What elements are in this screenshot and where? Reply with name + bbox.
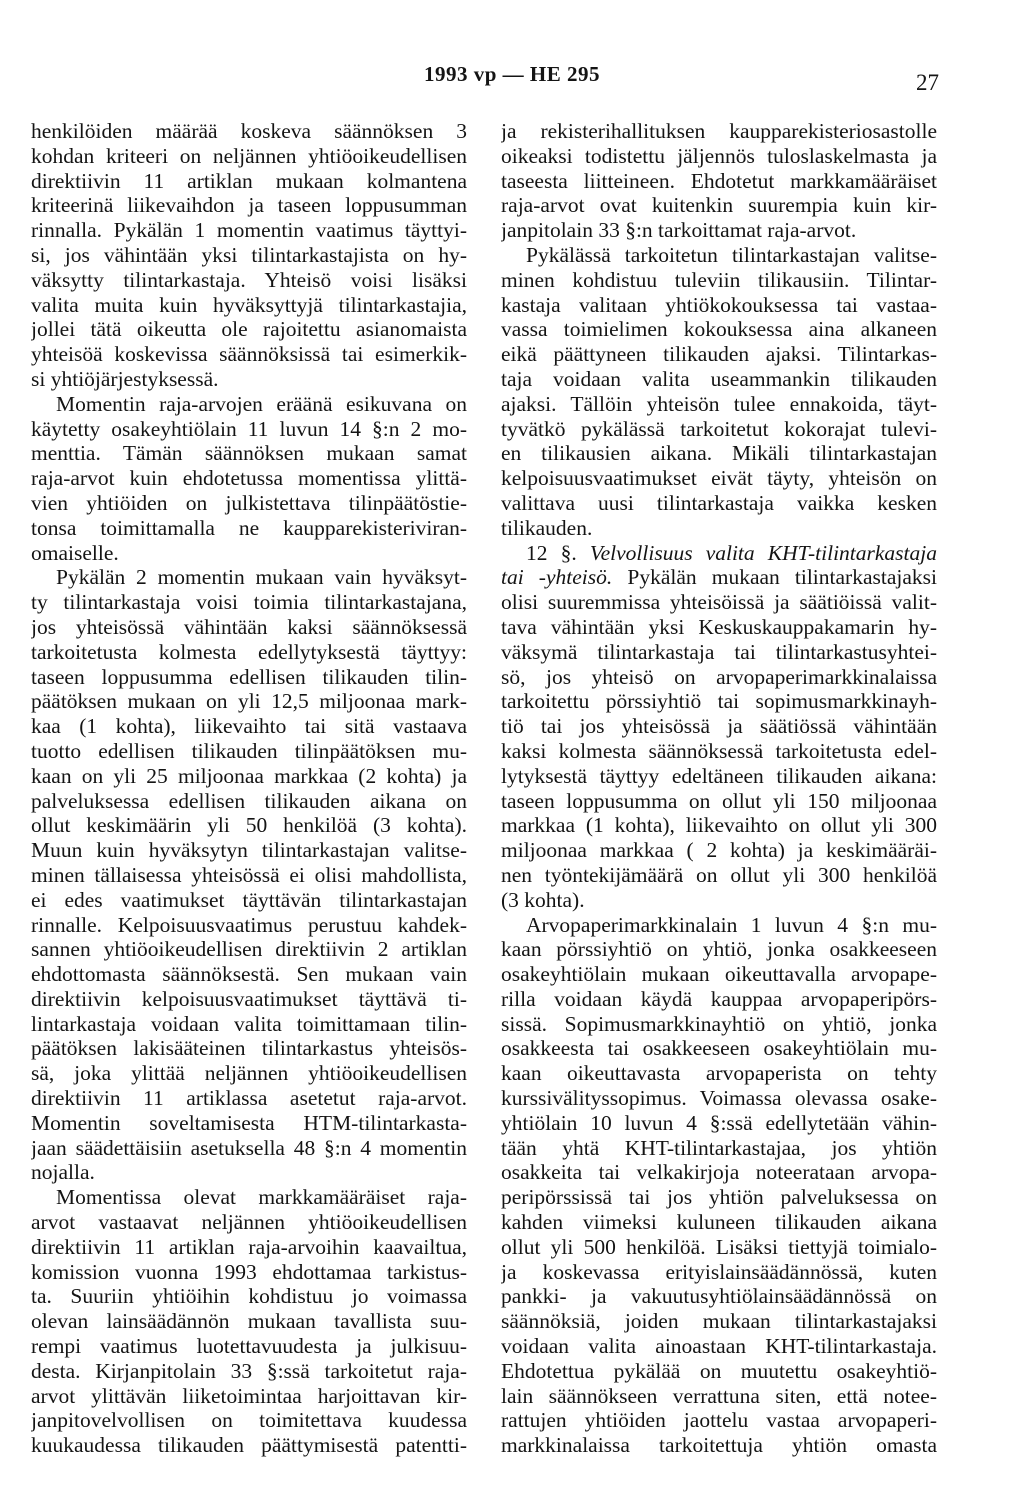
text-line: direktiivin 11 artiklassa asetetut raja-arvot. bbox=[31, 1086, 467, 1111]
text-line: osakkeesta tai osakkeeseen osakeyhtiölain mu- bbox=[501, 1036, 937, 1061]
text-line: ja koskevassa erityislainsäädännössä, kuten bbox=[501, 1259, 937, 1284]
text-line: rattujen yhtiöiden jaottelu vastaa arvopaperi- bbox=[501, 1408, 937, 1433]
text-line: päätöksen mukaan on yli 12,5 miljoonaa mark- bbox=[31, 689, 467, 714]
text-line: tarkoitettu pörssiyhtiö tai sopimusmarkkinayh- bbox=[501, 689, 937, 714]
section-heading: tai -yhteisö. bbox=[501, 565, 613, 590]
text-line: valita muita kuin hyväksyttyjä tilintarkastajia, bbox=[31, 292, 467, 317]
text-line: taja voidaan valita useammankin tilikauden bbox=[501, 366, 937, 391]
text-line: janpitolain 33 §:n tarkoittamat raja-arvot. bbox=[501, 218, 857, 243]
text-line: raja-arvot ovat kuitenkin suurempia kuin kir- bbox=[501, 193, 937, 218]
text-line-content: Pykälän mukaan tilintarkastajaksi bbox=[612, 565, 937, 590]
text-line: olisi suuremmissa yhteisöissä ja säätiöissä valit- bbox=[501, 590, 937, 615]
text-line: yhteisöä koskevissa säännöksissä tai esimerkik- bbox=[31, 342, 467, 367]
text-line: kriteerinä liikevaihdon ja taseen loppusumman bbox=[31, 193, 467, 218]
text-line: eikä päättyneen tilikauden ajaksi. Tilintarkas- bbox=[501, 342, 937, 367]
text-line: desta. Kirjanpitolain 33 §:ssä tarkoitetut raja- bbox=[31, 1358, 467, 1383]
text-line: rinnalla. Pykälän 1 momentin vaatimus täyttyi- bbox=[31, 218, 467, 243]
text-line: lintarkastaja voidaan valita toimittamaan tilin- bbox=[31, 1011, 467, 1036]
text-line: Ehdotettua pykälää on muutettu osakeyhtiö- bbox=[501, 1358, 937, 1383]
text-line: rilla voidaan käydä kauppaa arvopaperipörs- bbox=[501, 986, 937, 1011]
text-line: palveluksessa edellisen tilikauden aikana on bbox=[31, 788, 467, 813]
section-number: 12 §. bbox=[526, 540, 590, 565]
text-line: menttia. Tämän säännöksen mukaan samat bbox=[31, 441, 467, 466]
text-line: nen työntekijämäärä on ollut yli 300 henkilöä bbox=[501, 862, 937, 887]
text-line: oikeaksi todistettu jäljennös tuloslaskelmasta ja bbox=[501, 143, 937, 168]
text-line: ta. Suuriin yhtiöihin kohdistuu jo voimassa bbox=[31, 1284, 467, 1309]
text-line: taseen loppusumma edellisen tilikauden tilin- bbox=[31, 664, 467, 689]
text-line: kuukaudessa tilikauden päättymisestä patentti- bbox=[31, 1433, 467, 1458]
text-line: kohdan kriteeri on neljännen yhtiöoikeudellisen bbox=[31, 143, 467, 168]
text-line: nojalla. bbox=[31, 1160, 95, 1185]
text-line: ehdottomasta säännöksestä. Sen mukaan vain bbox=[31, 962, 467, 987]
text-line: vien yhtiöiden on julkistettava tilinpäätöstie- bbox=[31, 490, 467, 515]
text-line: en tilikausien aikana. Mikäli tilintarkastajan bbox=[501, 441, 937, 466]
text-line: sä, joka ylittää neljännen yhtiöoikeudellisen bbox=[31, 1061, 467, 1086]
page-header bbox=[0, 62, 1024, 95]
text-line: pankki- ja vakuutusyhtiölainsäädännössä on bbox=[501, 1284, 937, 1309]
text-line: tiö tai jos yhteisössä ja säätiössä vähintään bbox=[501, 714, 937, 739]
text-line: ajaksi. Tällöin yhteisön tulee ennakoida, täyt- bbox=[501, 391, 937, 416]
text-line: peripörssissä tai jos yhtiön palveluksessa on bbox=[501, 1185, 937, 1210]
document-reference: 1993 vp — HE 295 bbox=[423, 62, 601, 86]
text-line: Pykälän 2 momentin mukaan vain hyväksyt- bbox=[56, 565, 467, 590]
text-line: arvot vastaavat neljännen yhtiöoikeudellisen bbox=[31, 1210, 467, 1235]
text-line: kastaja valitaan yhtiökokouksessa tai vastaa- bbox=[501, 292, 937, 317]
text-line: kaan on yli 25 miljoonaa markkaa (2 kohta) ja bbox=[31, 763, 467, 788]
text-line: direktiivin 11 artiklan mukaan kolmantena bbox=[31, 168, 467, 193]
text-line: raja-arvot kuin ehdotetussa momentissa ylittä- bbox=[31, 466, 467, 491]
text-line: vassa toimielimen kokouksessa aina alkaneen bbox=[501, 317, 937, 342]
text-line: kelpoisuusvaatimukset eivät täyty, yhteisön on bbox=[501, 466, 937, 491]
text-line: ei edes vaatimukset täyttävän tilintarkastajan bbox=[31, 887, 467, 912]
text-line: Momentin raja-arvojen eräänä esikuvana on bbox=[56, 391, 467, 416]
text-line: arvot ylittävän liiketoimintaa harjoittavan kir- bbox=[31, 1383, 467, 1408]
text-line: minen tällaisessa yhteisössä ei olisi mahdollista, bbox=[31, 862, 467, 887]
text-line: direktiivin kelpoisuusvaatimukset täyttävä ti- bbox=[31, 986, 467, 1011]
section-heading: Velvollisuus valita KHT-tilintarkastaja bbox=[589, 540, 937, 565]
text-line: osakeyhtiölain mukaan oikeuttavalla arvopape- bbox=[501, 962, 937, 987]
text-line: Pykälässä tarkoitetun tilintarkastajan valitse- bbox=[526, 242, 937, 267]
text-line: kaa (1 kohta), liikevaihto tai sitä vastaava bbox=[31, 714, 467, 739]
text-line: miljoonaa markkaa ( 2 kohta) ja keskimääräi- bbox=[501, 838, 937, 863]
text-line: (3 kohta). bbox=[501, 887, 585, 912]
page-number: 27 bbox=[916, 70, 939, 95]
text-line: jaan säädettäisiin asetuksella 48 §:n 4 momentin bbox=[31, 1135, 467, 1160]
text-line: direktiivin 11 artiklan raja-arvoihin kaavailtua, bbox=[31, 1234, 467, 1259]
text-line: tarkoitetusta kolmesta edellytyksestä täyttyy: bbox=[31, 639, 467, 664]
text-line: rempi vaatimus luotettavuudesta ja julkisuu- bbox=[31, 1334, 467, 1359]
text-line: tilikauden. bbox=[501, 515, 593, 540]
text-line: sö, jos yhteisö on arvopaperimarkkinalaissa bbox=[501, 664, 937, 689]
text-line: voidaan valita ainoastaan KHT-tilintarkastaja. bbox=[501, 1334, 937, 1359]
text-line bbox=[501, 541, 937, 566]
text-line: valittava uusi tilintarkastaja vaikka kesken bbox=[501, 490, 937, 515]
text-line: ty tilintarkastaja voisi toimia tilintarkastajana, bbox=[31, 590, 467, 615]
text-line: jos yhteisössä vähintään kaksi säännöksessä bbox=[31, 614, 467, 639]
text-line: omaiselle. bbox=[31, 540, 119, 565]
text-line: väksytty tilintarkastaja. Yhteisö voisi lisäksi bbox=[31, 267, 467, 292]
text-line: markkinalaissa tarkoitettuja yhtiön omasta bbox=[501, 1433, 937, 1458]
text-line: si, jos vähintään yksi tilintarkastajista on hy- bbox=[31, 242, 467, 267]
text-line: rinnalle. Kelpoisuusvaatimus perustuu kahdek- bbox=[31, 912, 467, 937]
text-line: minen kohdistuu tuleviin tilikausiin. Tilintar- bbox=[501, 267, 937, 292]
text-line: olevan lainsäädännön mukaan tavallista suu- bbox=[31, 1309, 467, 1334]
text-line: osakkeita tai velkakirjoja noteerataan arvopa- bbox=[501, 1160, 937, 1185]
text-line: ollut keskimäärin yli 50 henkilöä (3 kohta). bbox=[31, 813, 467, 838]
text-line: Momentissa olevat markkamääräiset raja- bbox=[56, 1185, 467, 1210]
text-line: kaan pörssiyhtiö on yhtiö, jonka osakkeeseen bbox=[501, 937, 937, 962]
text-line: kurssivälityssopimus. Voimassa olevassa osake- bbox=[501, 1086, 937, 1111]
text-line: kaan oikeuttavasta arvopaperista on tehty bbox=[501, 1061, 937, 1086]
text-line: taseesta liitteineen. Ehdotetut markkamääräiset bbox=[501, 168, 937, 193]
text-line: komission vuonna 1993 ehdottamaa tarkistus- bbox=[31, 1259, 467, 1284]
text-line: päätöksen lakisääteinen tilintarkastus yhteisös- bbox=[31, 1036, 467, 1061]
text-line: lytyksestä täyttyy edeltäneen tilikauden aikana: bbox=[501, 763, 937, 788]
text-line: henkilöiden määrää koskeva säännöksen 3 bbox=[31, 119, 467, 143]
text-line: tonsa toimittamalla ne kaupparekisteriviran- bbox=[31, 515, 467, 540]
text-line bbox=[501, 565, 937, 590]
text-line: Momentin soveltamisesta HTM-tilintarkasta- bbox=[31, 1110, 467, 1135]
text-line: sannen yhtiöoikeudellisen direktiivin 2 artiklan bbox=[31, 937, 467, 962]
right-text-column bbox=[501, 119, 937, 1458]
text-line: markkaa (1 kohta), liikevaihto on ollut yli 300 bbox=[501, 813, 937, 838]
text-line: taseen loppusumma on ollut yli 150 miljoonaa bbox=[501, 788, 937, 813]
text-line: kaksi kolmesta säännöksessä tarkoitetusta edel- bbox=[501, 738, 937, 763]
text-line: ollut yli 500 henkilöä. Lisäksi tiettyjä toimialo- bbox=[501, 1234, 937, 1259]
text-line: väksymä tilintarkastaja tai tilintarkastusyhtei- bbox=[501, 639, 937, 664]
text-line: tuotto edellisen tilikauden tilinpäätöksen mu- bbox=[31, 738, 467, 763]
text-line: Muun kuin hyväksytyn tilintarkastajan valitse- bbox=[31, 838, 467, 863]
text-line: tyvätkö pykälässä tarkoitetut kokorajat tulevi- bbox=[501, 416, 937, 441]
text-line: jollei tätä oikeutta ole rajoitettu asianomaista bbox=[31, 317, 467, 342]
text-line: tava vähintään yksi Keskuskauppakamarin hy- bbox=[501, 614, 937, 639]
text-line: lain säännökseen verrattuna siten, että notee- bbox=[501, 1383, 937, 1408]
text-line: yhtiölain 10 luvun 4 §:ssä edellytetään vähin- bbox=[501, 1110, 937, 1135]
text-line: sissä. Sopimusmarkkinayhtiö on yhtiö, jonka bbox=[501, 1011, 937, 1036]
text-line: Arvopaperimarkkinalain 1 luvun 4 §:n mu- bbox=[526, 912, 937, 937]
text-line: käytetty osakeyhtiölain 11 luvun 14 §:n 2 mo- bbox=[31, 416, 467, 441]
text-line: kahden viimeksi kuluneen tilikauden aikana bbox=[501, 1210, 937, 1235]
text-line: janpitovelvollisen on toimitettava kuudessa bbox=[31, 1408, 467, 1433]
left-text-column bbox=[31, 119, 467, 1458]
text-line: säännöksiä, joiden mukaan tilintarkastajaksi bbox=[501, 1309, 937, 1334]
text-line: si yhtiöjärjestyksessä. bbox=[31, 366, 219, 391]
text-line: ja rekisterihallituksen kaupparekisteriosastolle bbox=[501, 119, 937, 143]
text-line: tään yhtä KHT-tilintarkastajaa, jos yhtiön bbox=[501, 1135, 937, 1160]
